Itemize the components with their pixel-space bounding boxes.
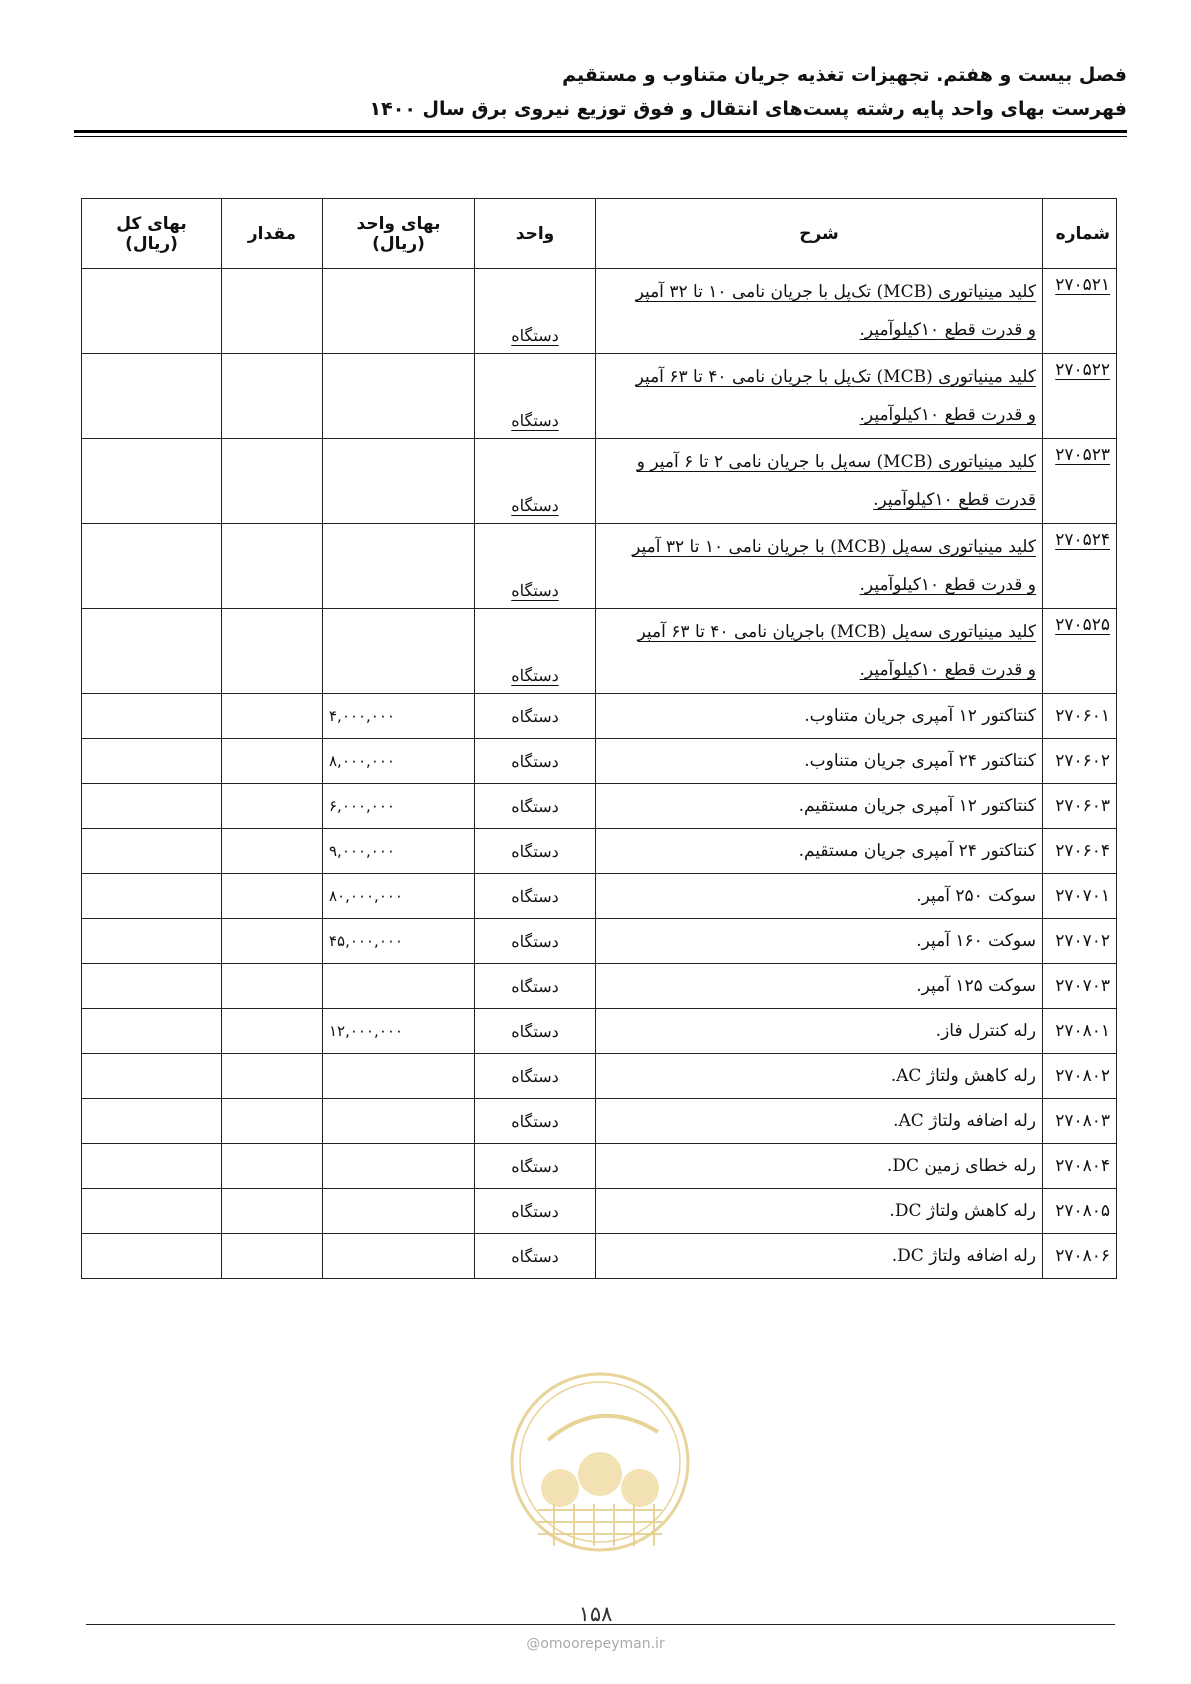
description-line: کلید مینیاتوری (MCB) سه‌پل با جریان نامی ۲ تا ۶ آمپر و [636, 452, 1036, 472]
seal-logo [508, 1370, 692, 1554]
item-code: ۲۷۰۸۰۵ [1043, 1189, 1117, 1234]
table-row [82, 739, 1117, 784]
table-row [82, 1054, 1117, 1099]
item-description: رله کاهش ولتاژ DC. [596, 1189, 1043, 1234]
chapter-title: فصل بیست و هفتم. تجهیزات تغذیه جریان متناوب و مستقیم [562, 64, 1127, 86]
item-unit: دستگاه [475, 829, 596, 874]
header-rule-thick [74, 130, 1127, 133]
item-unit-price: ۴,۰۰۰,۰۰۰ [323, 694, 475, 739]
item-quantity [222, 1054, 323, 1099]
item-unit: دستگاه [475, 1234, 596, 1279]
list-title: فهرست بهای واحد پایه رشته پست‌های انتقال و فوق توزیع نیروی برق سال ۱۴۰۰ [369, 98, 1127, 120]
item-description [596, 269, 1043, 354]
description-line: کلید مینیاتوری (MCB) تک‌پل با جریان نامی ۱۰ تا ۳۲ آمپر [635, 282, 1036, 302]
item-code: ۲۷۰۶۰۱ [1043, 694, 1117, 739]
item-code: ۲۷۰۵۲۱ [1043, 269, 1117, 354]
item-description [596, 524, 1043, 609]
item-unit-price: ۸,۰۰۰,۰۰۰ [323, 739, 475, 784]
item-quantity [222, 524, 323, 609]
item-total-price [82, 609, 222, 694]
description-line: کلید مینیاتوری سه‌پل (MCB) باجریان نامی ۴۰ تا ۶۳ آمپر [637, 622, 1036, 642]
item-total-price [82, 354, 222, 439]
table-row [82, 1099, 1117, 1144]
item-unit: دستگاه [475, 874, 596, 919]
description-line: قدرت قطع ۱۰کیلوآمپر. [873, 490, 1036, 510]
item-total-price [82, 694, 222, 739]
item-unit-price [323, 1099, 475, 1144]
item-code: ۲۷۰۸۰۶ [1043, 1234, 1117, 1279]
item-unit-price: ۹,۰۰۰,۰۰۰ [323, 829, 475, 874]
page-number: ۱۵۸ [578, 1602, 613, 1626]
item-total-price [82, 874, 222, 919]
item-total-price [82, 439, 222, 524]
table-row [82, 609, 1117, 694]
table-row [82, 784, 1117, 829]
item-total-price [82, 1234, 222, 1279]
item-quantity [222, 1009, 323, 1054]
item-quantity [222, 269, 323, 354]
item-total-price [82, 829, 222, 874]
page-header [74, 58, 1127, 126]
item-unit-price [323, 439, 475, 524]
item-total-price [82, 1189, 222, 1234]
item-code: ۲۷۰۵۲۵ [1043, 609, 1117, 694]
item-unit-price [323, 1189, 475, 1234]
website-watermark: @omoorepeyman.ir [526, 1636, 665, 1652]
description-line: و قدرت قطع ۱۰کیلوآمپر. [859, 405, 1036, 425]
item-code: ۲۷۰۵۲۳ [1043, 439, 1117, 524]
item-quantity [222, 1234, 323, 1279]
item-total-price [82, 964, 222, 1009]
item-total-price [82, 524, 222, 609]
description-line: و قدرت قطع ۱۰کیلوآمپر. [859, 660, 1036, 680]
item-unit-price [323, 964, 475, 1009]
item-unit: دستگاه [475, 1189, 596, 1234]
item-total-price [82, 919, 222, 964]
item-total-price [82, 1099, 222, 1144]
table-row [82, 694, 1117, 739]
item-unit: دستگاه [475, 1054, 596, 1099]
description-line: و قدرت قطع ۱۰کیلوآمپر. [859, 320, 1036, 340]
item-unit-price: ۱۲,۰۰۰,۰۰۰ [323, 1009, 475, 1054]
item-quantity [222, 919, 323, 964]
item-code: ۲۷۰۵۲۲ [1043, 354, 1117, 439]
column-header-unit: واحد [475, 199, 596, 269]
table-row [82, 964, 1117, 1009]
item-unit: دستگاه [475, 524, 596, 609]
item-unit: دستگاه [475, 1099, 596, 1144]
table-row [82, 1234, 1117, 1279]
description-line: و قدرت قطع ۱۰کیلوآمپر. [859, 575, 1036, 595]
item-unit: دستگاه [475, 1009, 596, 1054]
item-unit: دستگاه [475, 964, 596, 1009]
item-unit-price [323, 524, 475, 609]
item-description: سوکت ۲۵۰ آمپر. [596, 874, 1043, 919]
item-unit: دستگاه [475, 784, 596, 829]
table-header-row [82, 199, 1117, 269]
item-total-price [82, 1054, 222, 1099]
item-code: ۲۷۰۷۰۲ [1043, 919, 1117, 964]
table-row [82, 1009, 1117, 1054]
item-quantity [222, 1189, 323, 1234]
item-quantity [222, 694, 323, 739]
item-description: کنتاکتور ۱۲ آمپری جریان متناوب. [596, 694, 1043, 739]
item-total-price [82, 784, 222, 829]
item-code: ۲۷۰۵۲۴ [1043, 524, 1117, 609]
item-description: سوکت ۱۶۰ آمپر. [596, 919, 1043, 964]
item-description: کنتاکتور ۲۴ آمپری جریان مستقیم. [596, 829, 1043, 874]
item-total-price [82, 1144, 222, 1189]
item-unit: دستگاه [475, 919, 596, 964]
price-list-table [81, 198, 1117, 1279]
item-code: ۲۷۰۸۰۱ [1043, 1009, 1117, 1054]
table-row [82, 874, 1117, 919]
item-code: ۲۷۰۷۰۳ [1043, 964, 1117, 1009]
item-quantity [222, 964, 323, 1009]
item-quantity [222, 739, 323, 784]
item-description: رله کاهش ولتاژ AC. [596, 1054, 1043, 1099]
item-unit-price: ۴۵,۰۰۰,۰۰۰ [323, 919, 475, 964]
item-description [596, 439, 1043, 524]
item-code: ۲۷۰۷۰۱ [1043, 874, 1117, 919]
item-unit-price: ۶,۰۰۰,۰۰۰ [323, 784, 475, 829]
footer-rule [86, 1624, 1115, 1625]
column-header-total-price: بهای کل (ریال) [82, 199, 222, 269]
item-quantity [222, 874, 323, 919]
item-code: ۲۷۰۶۰۳ [1043, 784, 1117, 829]
item-total-price [82, 269, 222, 354]
table-row [82, 439, 1117, 524]
item-unit-price [323, 609, 475, 694]
item-quantity [222, 354, 323, 439]
item-description [596, 354, 1043, 439]
table-row [82, 524, 1117, 609]
item-quantity [222, 784, 323, 829]
item-unit-price [323, 1144, 475, 1189]
item-description: رله اضافه ولتاژ DC. [596, 1234, 1043, 1279]
header-rule-thin [74, 136, 1127, 137]
item-description: رله کنترل فاز. [596, 1009, 1043, 1054]
item-unit-price [323, 269, 475, 354]
item-unit: دستگاه [475, 739, 596, 784]
item-quantity [222, 439, 323, 524]
item-description: رله خطای زمین DC. [596, 1144, 1043, 1189]
column-header-quantity: مقدار [222, 199, 323, 269]
description-line: کلید مینیاتوری (MCB) تک‌پل با جریان نامی ۴۰ تا ۶۳ آمپر [635, 367, 1036, 387]
item-quantity [222, 609, 323, 694]
item-unit: دستگاه [475, 439, 596, 524]
item-quantity [222, 1144, 323, 1189]
item-unit: دستگاه [475, 269, 596, 354]
table-row [82, 1144, 1117, 1189]
item-description: کنتاکتور ۱۲ آمپری جریان مستقیم. [596, 784, 1043, 829]
item-code: ۲۷۰۶۰۴ [1043, 829, 1117, 874]
item-description [596, 609, 1043, 694]
item-code: ۲۷۰۸۰۳ [1043, 1099, 1117, 1144]
item-unit-price: ۸۰,۰۰۰,۰۰۰ [323, 874, 475, 919]
table-row [82, 919, 1117, 964]
item-code: ۲۷۰۸۰۴ [1043, 1144, 1117, 1189]
item-description: کنتاکتور ۲۴ آمپری جریان متناوب. [596, 739, 1043, 784]
column-header-unit-price: بهای واحد (ریال) [323, 199, 475, 269]
item-total-price [82, 739, 222, 784]
item-unit: دستگاه [475, 1144, 596, 1189]
item-total-price [82, 1009, 222, 1054]
table-row [82, 1189, 1117, 1234]
item-description: سوکت ۱۲۵ آمپر. [596, 964, 1043, 1009]
item-quantity [222, 1099, 323, 1144]
table-row [82, 829, 1117, 874]
item-unit-price [323, 1234, 475, 1279]
item-code: ۲۷۰۸۰۲ [1043, 1054, 1117, 1099]
description-line: کلید مینیاتوری سه‌پل (MCB) با جریان نامی ۱۰ تا ۳۲ آمپر [632, 537, 1036, 557]
item-unit-price [323, 354, 475, 439]
table-row [82, 354, 1117, 439]
item-unit: دستگاه [475, 694, 596, 739]
item-quantity [222, 829, 323, 874]
item-unit: دستگاه [475, 609, 596, 694]
item-unit: دستگاه [475, 354, 596, 439]
item-code: ۲۷۰۶۰۲ [1043, 739, 1117, 784]
item-description: رله اضافه ولتاژ AC. [596, 1099, 1043, 1144]
column-header-code: شماره [1043, 199, 1117, 269]
column-header-description: شرح [596, 199, 1043, 269]
item-unit-price [323, 1054, 475, 1099]
table-row [82, 269, 1117, 354]
